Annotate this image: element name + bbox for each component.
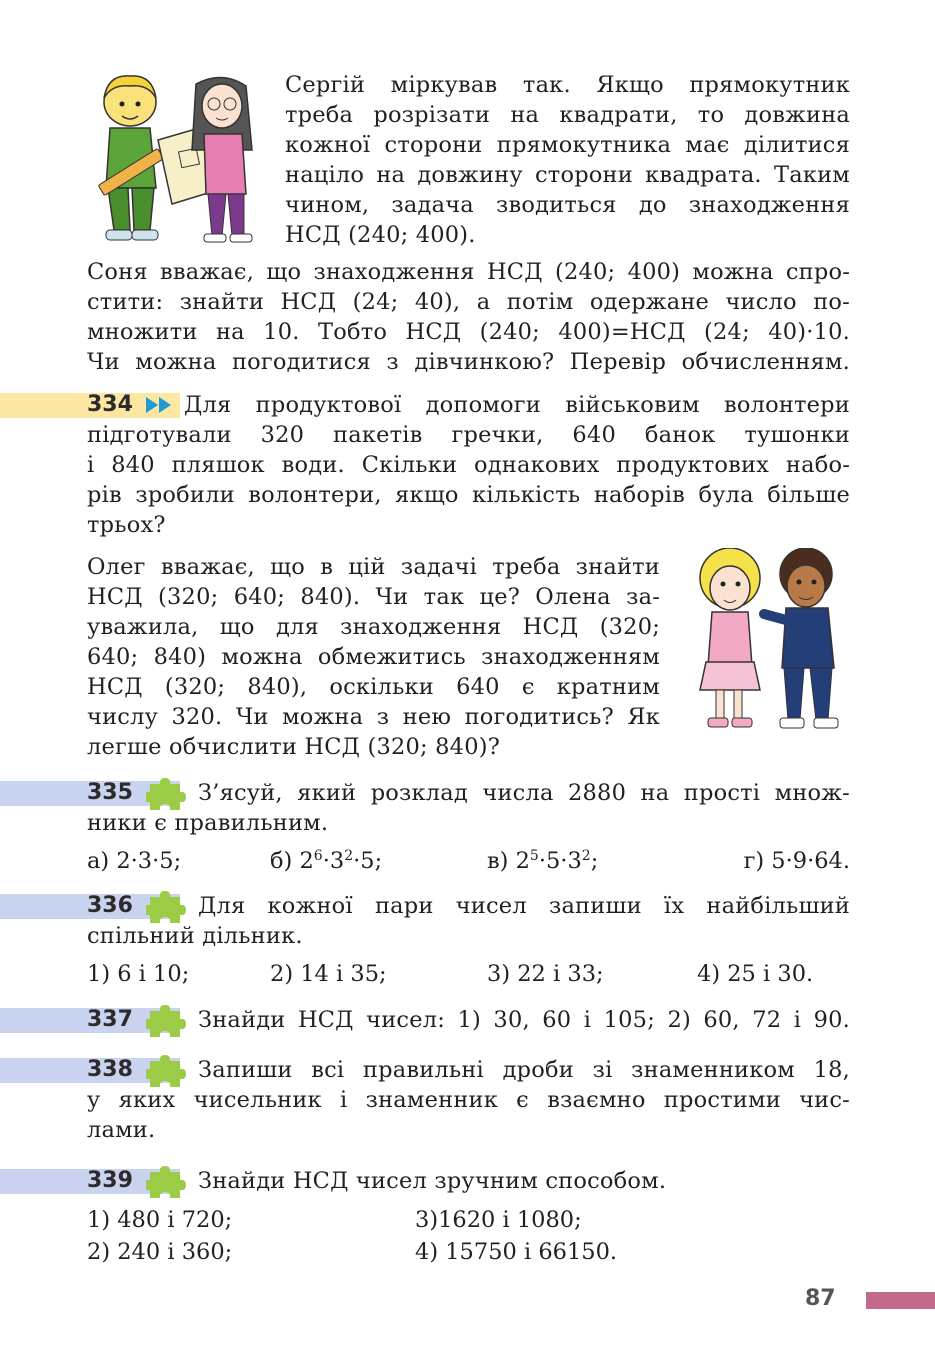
option-3: 3) 22 і 33; bbox=[487, 961, 604, 987]
task-334-line: Для продуктової допомоги військовим волонтери bbox=[184, 392, 850, 418]
task-336-text bbox=[87, 891, 850, 951]
illustration-boy-and-girl bbox=[88, 70, 268, 248]
intro-paragraph bbox=[285, 70, 850, 250]
option-d: г) 5·9·64. bbox=[743, 848, 850, 874]
task-335-line: З’ясуй, який розклад числа 2880 на прості множ- bbox=[198, 780, 850, 806]
option-3: 3)1620 і 1080; bbox=[415, 1207, 582, 1233]
page-number: 87 bbox=[805, 1286, 836, 1311]
oleg-line: уважила, що для знаходження НСД (320; bbox=[87, 614, 660, 640]
option-a: а) 2·3·5; bbox=[87, 848, 182, 874]
task-336-line: спільний дільник. bbox=[87, 923, 303, 949]
option-2: 2) 14 і 35; bbox=[270, 961, 387, 987]
task-335-line: ники є правильним. bbox=[87, 810, 329, 836]
task-337-text bbox=[87, 1005, 850, 1035]
option-b-part: ·3 bbox=[322, 848, 345, 874]
task-338-line: Запиши всі правильні дроби зі знаменником 18, bbox=[198, 1057, 850, 1083]
task-335-options bbox=[87, 846, 850, 876]
sonia-line: множити на 10. Тобто НСД (240; 400)=НСД (24; 40)·10. bbox=[87, 319, 850, 345]
sonia-line: Соня вважає, що знаходження НСД (240; 400) можна спро- bbox=[87, 259, 850, 285]
task-338-line: у яких чисельник і знаменник є взаємно простими чис- bbox=[87, 1087, 850, 1113]
task-335-text bbox=[87, 778, 850, 838]
oleg-paragraph bbox=[87, 552, 660, 762]
task-334-line: трьох? bbox=[87, 512, 166, 538]
sonia-line: стити: знайти НСД (24; 40), а потім одержане число по- bbox=[87, 289, 850, 315]
task-334-line: підготували 320 пакетів гречки, 640 банок тушонки bbox=[87, 422, 850, 448]
oleg-line: Олег вважає, що в цій задачі треба знайти bbox=[87, 554, 660, 580]
task-339-number: 339 bbox=[87, 1168, 133, 1193]
task-334-line: і 840 пляшок води. Скільки однакових продуктових набо- bbox=[87, 452, 850, 478]
task-338-line: лами. bbox=[87, 1117, 156, 1143]
option-b-exp: 6 bbox=[313, 848, 323, 864]
task-339-options-row-1 bbox=[87, 1205, 850, 1235]
option-1: 1) 480 і 720; bbox=[87, 1207, 233, 1233]
option-c-part: ·5·3 bbox=[538, 848, 582, 874]
task-338-number: 338 bbox=[87, 1057, 133, 1082]
option-c bbox=[487, 846, 598, 876]
oleg-line: НСД (320; 640; 840). Чи так це? Олена за- bbox=[87, 584, 660, 610]
oleg-line: 640; 840) можна обмежитись знаходженням bbox=[87, 644, 660, 670]
sonia-paragraph bbox=[87, 257, 850, 377]
task-336-options bbox=[87, 959, 850, 989]
intro-line: націло на довжину сторони квадрата. Таким bbox=[285, 162, 850, 188]
option-b bbox=[270, 846, 382, 876]
option-c-exp: 5 bbox=[529, 848, 539, 864]
option-1: 1) 6 і 10; bbox=[87, 961, 190, 987]
task-334-text bbox=[87, 390, 850, 540]
option-4: 4) 25 і 30. bbox=[697, 961, 814, 987]
option-4: 4) 15750 і 66150. bbox=[415, 1239, 618, 1265]
option-b-exp: 2 bbox=[344, 848, 354, 864]
page-number-bar bbox=[866, 1292, 935, 1309]
option-b-part: б) 2 bbox=[270, 848, 314, 874]
intro-line: НСД (240; 400). bbox=[285, 222, 476, 248]
option-c-exp: 2 bbox=[581, 848, 591, 864]
illustration-girl-and-boy bbox=[688, 548, 858, 738]
intro-line: чином, задача зводиться до знаходження bbox=[285, 192, 850, 218]
intro-line: треба розрізати на квадрати, то довжина bbox=[285, 102, 850, 128]
option-c-part: в) 2 bbox=[487, 848, 530, 874]
puzzle-icon bbox=[146, 1164, 186, 1200]
task-336-number: 336 bbox=[87, 893, 133, 918]
task-337-number: 337 bbox=[87, 1007, 133, 1032]
task-334-number: 334 bbox=[87, 392, 133, 417]
task-334-line: рів зробили волонтери, якщо кількість наборів була більше bbox=[87, 482, 850, 508]
task-339-text: Знайди НСД чисел зручним способом. bbox=[198, 1168, 667, 1194]
option-2: 2) 240 і 360; bbox=[87, 1239, 233, 1265]
task-337-line: Знайди НСД чисел: 1) 30, 60 і 105; 2) 60, 72 і 90. bbox=[198, 1007, 850, 1033]
intro-line: Сергій міркував так. Якщо прямокутник bbox=[285, 72, 850, 98]
oleg-line: легше обчислити НСД (320; 840)? bbox=[87, 734, 500, 760]
sonia-line: Чи можна погодитися з дівчинкою? Перевір обчисленням. bbox=[87, 349, 850, 375]
option-c-part: ; bbox=[590, 848, 599, 874]
oleg-line: НСД (320; 840), оскільки 640 є кратним bbox=[87, 674, 660, 700]
oleg-line: числу 320. Чи можна з нею погодитись? Як bbox=[87, 704, 660, 730]
task-335-number: 335 bbox=[87, 780, 133, 805]
option-b-part: ·5; bbox=[353, 848, 383, 874]
task-339-options-row-2 bbox=[87, 1237, 850, 1267]
task-336-line: Для кожної пари чисел запиши їх найбільший bbox=[198, 893, 850, 919]
intro-line: кожної сторони прямокутника має ділитися bbox=[285, 132, 850, 158]
task-338-text bbox=[87, 1055, 850, 1145]
